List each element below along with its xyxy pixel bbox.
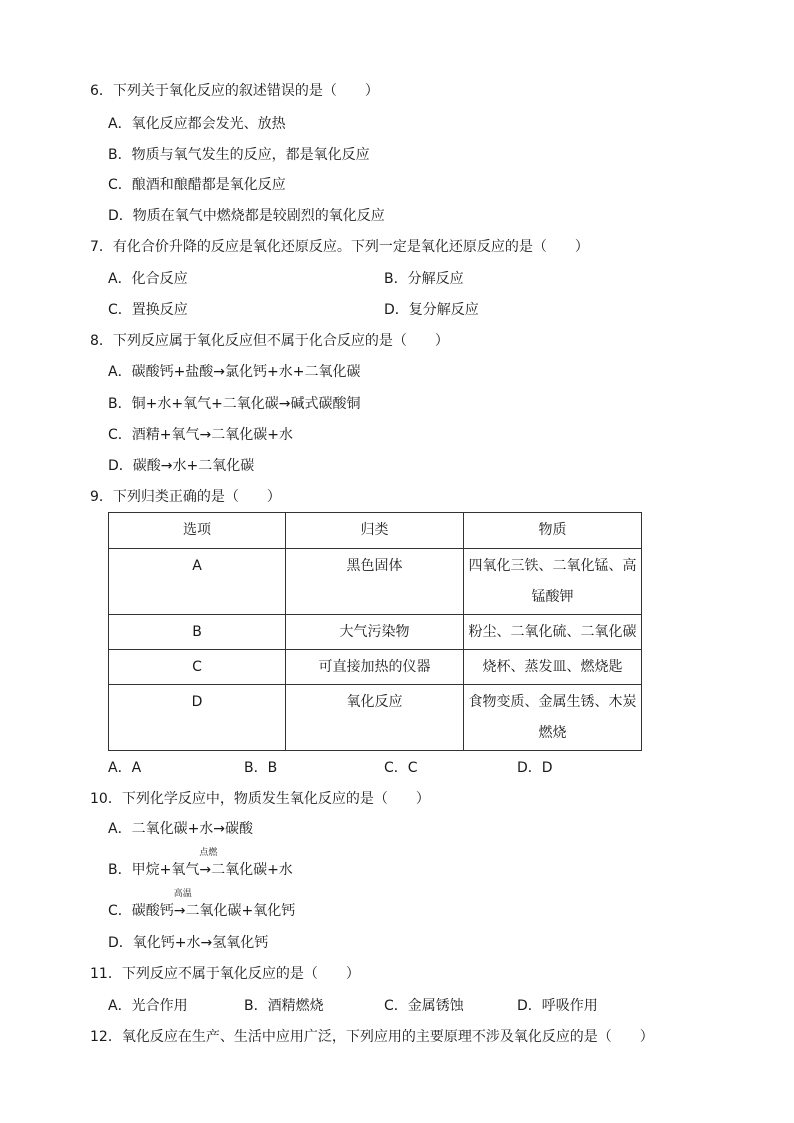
reaction-condition-arrow <box>173 889 192 921</box>
cell-substance: 烧杯、蒸发皿、燃烧匙 <box>464 650 642 685</box>
table-row <box>109 615 642 650</box>
reaction-condition-arrow <box>199 848 218 880</box>
q11-option-a[interactable]: A．光合作用 <box>108 998 188 1014</box>
question-7-stem: 7．有化合价升降的反应是氧化还原反应。下列一定是氧化还原反应的是（ ） <box>90 239 589 255</box>
table-header-row <box>109 513 642 549</box>
q7-option-b[interactable]: B．分解反应 <box>384 271 464 287</box>
q11-option-c[interactable]: C．金属锈蚀 <box>384 998 464 1014</box>
q10-b-reactants: B．甲烷+氧气 <box>108 862 200 878</box>
cell-substance: 食物变质、金属生锈、木炭燃烧 <box>464 685 642 751</box>
q9-option-b[interactable]: B．B <box>244 760 278 776</box>
q7-option-c[interactable]: C．置换反应 <box>108 302 188 318</box>
q6-option-c[interactable]: C．酿酒和酿醋都是氧化反应 <box>108 177 286 193</box>
condition-label-high-temp: 高温 <box>173 889 192 899</box>
cell-option: C <box>109 650 286 685</box>
cell-option: A <box>109 549 286 615</box>
table-row <box>109 685 642 751</box>
q6-option-d[interactable]: D．物质在氧气中燃烧都是较剧烈的氧化反应 <box>108 208 385 224</box>
q6-option-a[interactable]: A．氧化反应都会发光、放热 <box>108 116 286 132</box>
q10-option-a[interactable]: A．二氧化碳+水→碳酸 <box>108 821 254 837</box>
condition-label-ignite: 点燃 <box>199 848 218 858</box>
header-option: 选项 <box>109 513 286 549</box>
q8-option-a[interactable]: A．碳酸钙+盐酸→氯化钙+水+二氧化碳 <box>108 364 361 380</box>
table-row <box>109 650 642 685</box>
q7-option-a[interactable]: A．化合反应 <box>108 271 188 287</box>
question-8-stem: 8．下列反应属于氧化反应但不属于化合反应的是（ ） <box>90 333 449 349</box>
q8-option-c[interactable]: C．酒精+氧气→二氧化碳+水 <box>108 427 293 443</box>
cell-option: B <box>109 615 286 650</box>
q10-option-c[interactable] <box>108 889 296 921</box>
q11-option-b[interactable]: B．酒精燃烧 <box>244 998 324 1014</box>
classification-table <box>108 512 642 751</box>
question-10-stem: 10．下列化学反应中，物质发生氧化反应的是（ ） <box>90 791 430 807</box>
q8-option-d[interactable]: D．碳酸→水+二氧化碳 <box>108 458 255 474</box>
arrow-icon: → <box>199 862 212 878</box>
q10-c-reactants: C．碳酸钙 <box>108 903 174 919</box>
question-6-stem: 6．下列关于氧化反应的叙述错误的是（ ） <box>90 83 379 99</box>
cell-category: 大气污染物 <box>286 615 464 650</box>
question-9-stem: 9．下列归类正确的是（ ） <box>90 489 281 505</box>
cell-category: 氧化反应 <box>286 685 464 751</box>
q11-option-d[interactable]: D．呼吸作用 <box>517 998 598 1014</box>
question-12-stem: 12．氧化反应在生产、生活中应用广泛，下列应用的主要原理不涉及氧化反应的是（ ） <box>90 1029 654 1045</box>
header-substance: 物质 <box>464 513 642 549</box>
question-11-stem: 11．下列反应不属于氧化反应的是（ ） <box>90 966 360 982</box>
cell-substance: 四氧化三铁、二氧化锰、高锰酸钾 <box>464 549 642 615</box>
q7-option-d[interactable]: D．复分解反应 <box>384 302 479 318</box>
header-category: 归类 <box>286 513 464 549</box>
arrow-icon: → <box>173 903 186 919</box>
cell-option: D <box>109 685 286 751</box>
q8-option-b[interactable]: B．铜+水+氧气+二氧化碳→碱式碳酸铜 <box>108 396 361 412</box>
q10-b-products: 二氧化碳+水 <box>211 862 293 878</box>
q6-option-b[interactable]: B．物质与氧气发生的反应，都是氧化反应 <box>108 147 370 163</box>
cell-category: 可直接加热的仪器 <box>286 650 464 685</box>
q9-option-a[interactable]: A．A <box>108 760 142 776</box>
q9-option-d[interactable]: D．D <box>517 760 553 776</box>
q9-option-c[interactable]: C．C <box>384 760 418 776</box>
table-row <box>109 549 642 615</box>
q10-c-products: 二氧化碳+氧化钙 <box>185 903 296 919</box>
q10-option-b[interactable] <box>108 848 293 880</box>
cell-substance: 粉尘、二氧化硫、二氧化碳 <box>464 615 642 650</box>
q10-option-d[interactable]: D．氧化钙+水→氢氧化钙 <box>108 935 269 951</box>
cell-category: 黑色固体 <box>286 549 464 615</box>
